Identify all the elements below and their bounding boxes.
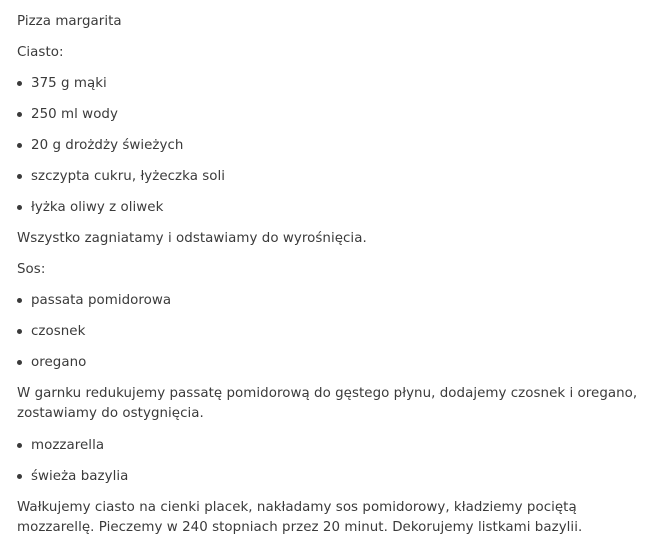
bullet-icon bbox=[17, 443, 22, 448]
bullet-icon bbox=[17, 474, 22, 479]
bullet-icon bbox=[17, 329, 22, 334]
bullet-icon bbox=[17, 174, 22, 179]
final-instruction-line-2: mozzarellę. Pieczemy w 240 stopniach przez 20 minut. Dekorujemy listkami bazylii. bbox=[17, 520, 583, 535]
sauce-heading: Sos: bbox=[17, 262, 46, 277]
list-item-text: 375 g mąki bbox=[31, 76, 107, 91]
dough-heading: Ciasto: bbox=[17, 45, 64, 60]
list-item-text: 250 ml wody bbox=[31, 107, 118, 122]
bullet-icon bbox=[17, 298, 22, 303]
list-item-text: łyżka oliwy z oliwek bbox=[31, 200, 164, 215]
sauce-instruction-line-1: W garnku redukujemy passatę pomidorową do gęstego płynu, dodajemy czosnek i oregano, bbox=[17, 386, 638, 401]
bullet-icon bbox=[17, 112, 22, 117]
recipe-title: Pizza margarita bbox=[17, 14, 122, 29]
list-item-text: 20 g drożdży świeżych bbox=[31, 138, 184, 153]
bullet-icon bbox=[17, 360, 22, 365]
list-item-text: czosnek bbox=[31, 324, 86, 339]
list-item-text: mozzarella bbox=[31, 438, 105, 453]
dough-instruction: Wszystko zagniatamy i odstawiamy do wyrośnięcia. bbox=[17, 231, 367, 246]
bullet-icon bbox=[17, 205, 22, 210]
bullet-icon bbox=[17, 81, 22, 86]
list-item-text: świeża bazylia bbox=[31, 469, 129, 484]
list-item-text: szczypta cukru, łyżeczka soli bbox=[31, 169, 226, 184]
bullet-icon bbox=[17, 143, 22, 148]
list-item-text: oregano bbox=[31, 355, 87, 370]
list-item-text: passata pomidorowa bbox=[31, 293, 172, 308]
sauce-instruction-line-2: zostawiamy do ostygnięcia. bbox=[17, 406, 204, 421]
final-instruction-line-1: Wałkujemy ciasto na cienki placek, nakładamy sos pomidorowy, kładziemy pociętą bbox=[17, 500, 577, 515]
